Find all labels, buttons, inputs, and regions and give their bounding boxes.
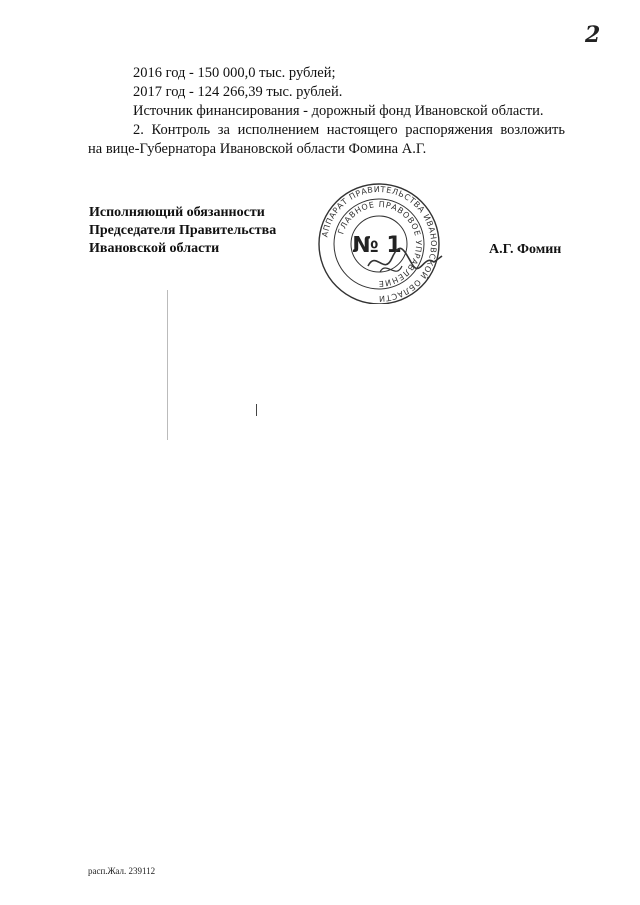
funding-2017-line: 2017 год - 124 266,39 тыс. рублей. <box>133 84 343 100</box>
page-number: 2 <box>585 22 601 48</box>
funding-source-line: Источник финансирования - дорожный фонд Ивановской области. <box>133 103 544 119</box>
svg-text:ГЛАВНОЕ ПРАВОВОЕ УПРАВЛЕНИЕ: ГЛАВНОЕ ПРАВОВОЕ УПРАВЛЕНИЕ <box>336 199 424 289</box>
scan-artifact <box>167 290 168 440</box>
footer-reference: расп.Жал. 239112 <box>88 866 156 876</box>
svg-text:АППАРАТ ПРАВИТЕЛЬСТВА ИВАНОВСК: АППАРАТ ПРАВИТЕЛЬСТВА ИВАНОВСКОЙ ОБЛАСТИ <box>320 184 439 304</box>
signatory-name: А.Г. Фомин <box>489 242 562 257</box>
item-2-line-1: 2. Контроль за исполнением настоящего распоряжения возложить <box>133 122 565 138</box>
scan-artifact-mark <box>256 404 257 416</box>
item-2-line-2: на вице-Губернатора Ивановской области Фомина А.Г. <box>88 141 427 157</box>
official-seal-stamp <box>306 180 452 304</box>
signatory-title-line-2: Председателя Правительства <box>89 223 277 238</box>
signatory-title <box>89 204 276 258</box>
funding-2016-line: 2016 год - 150 000,0 тыс. рублей; <box>133 65 336 81</box>
signatory-title-line-3: Ивановской области <box>89 241 220 256</box>
signatory-title-line-1: Исполняющий обязанности <box>89 205 265 220</box>
stamp-number: № 1 <box>352 233 402 258</box>
